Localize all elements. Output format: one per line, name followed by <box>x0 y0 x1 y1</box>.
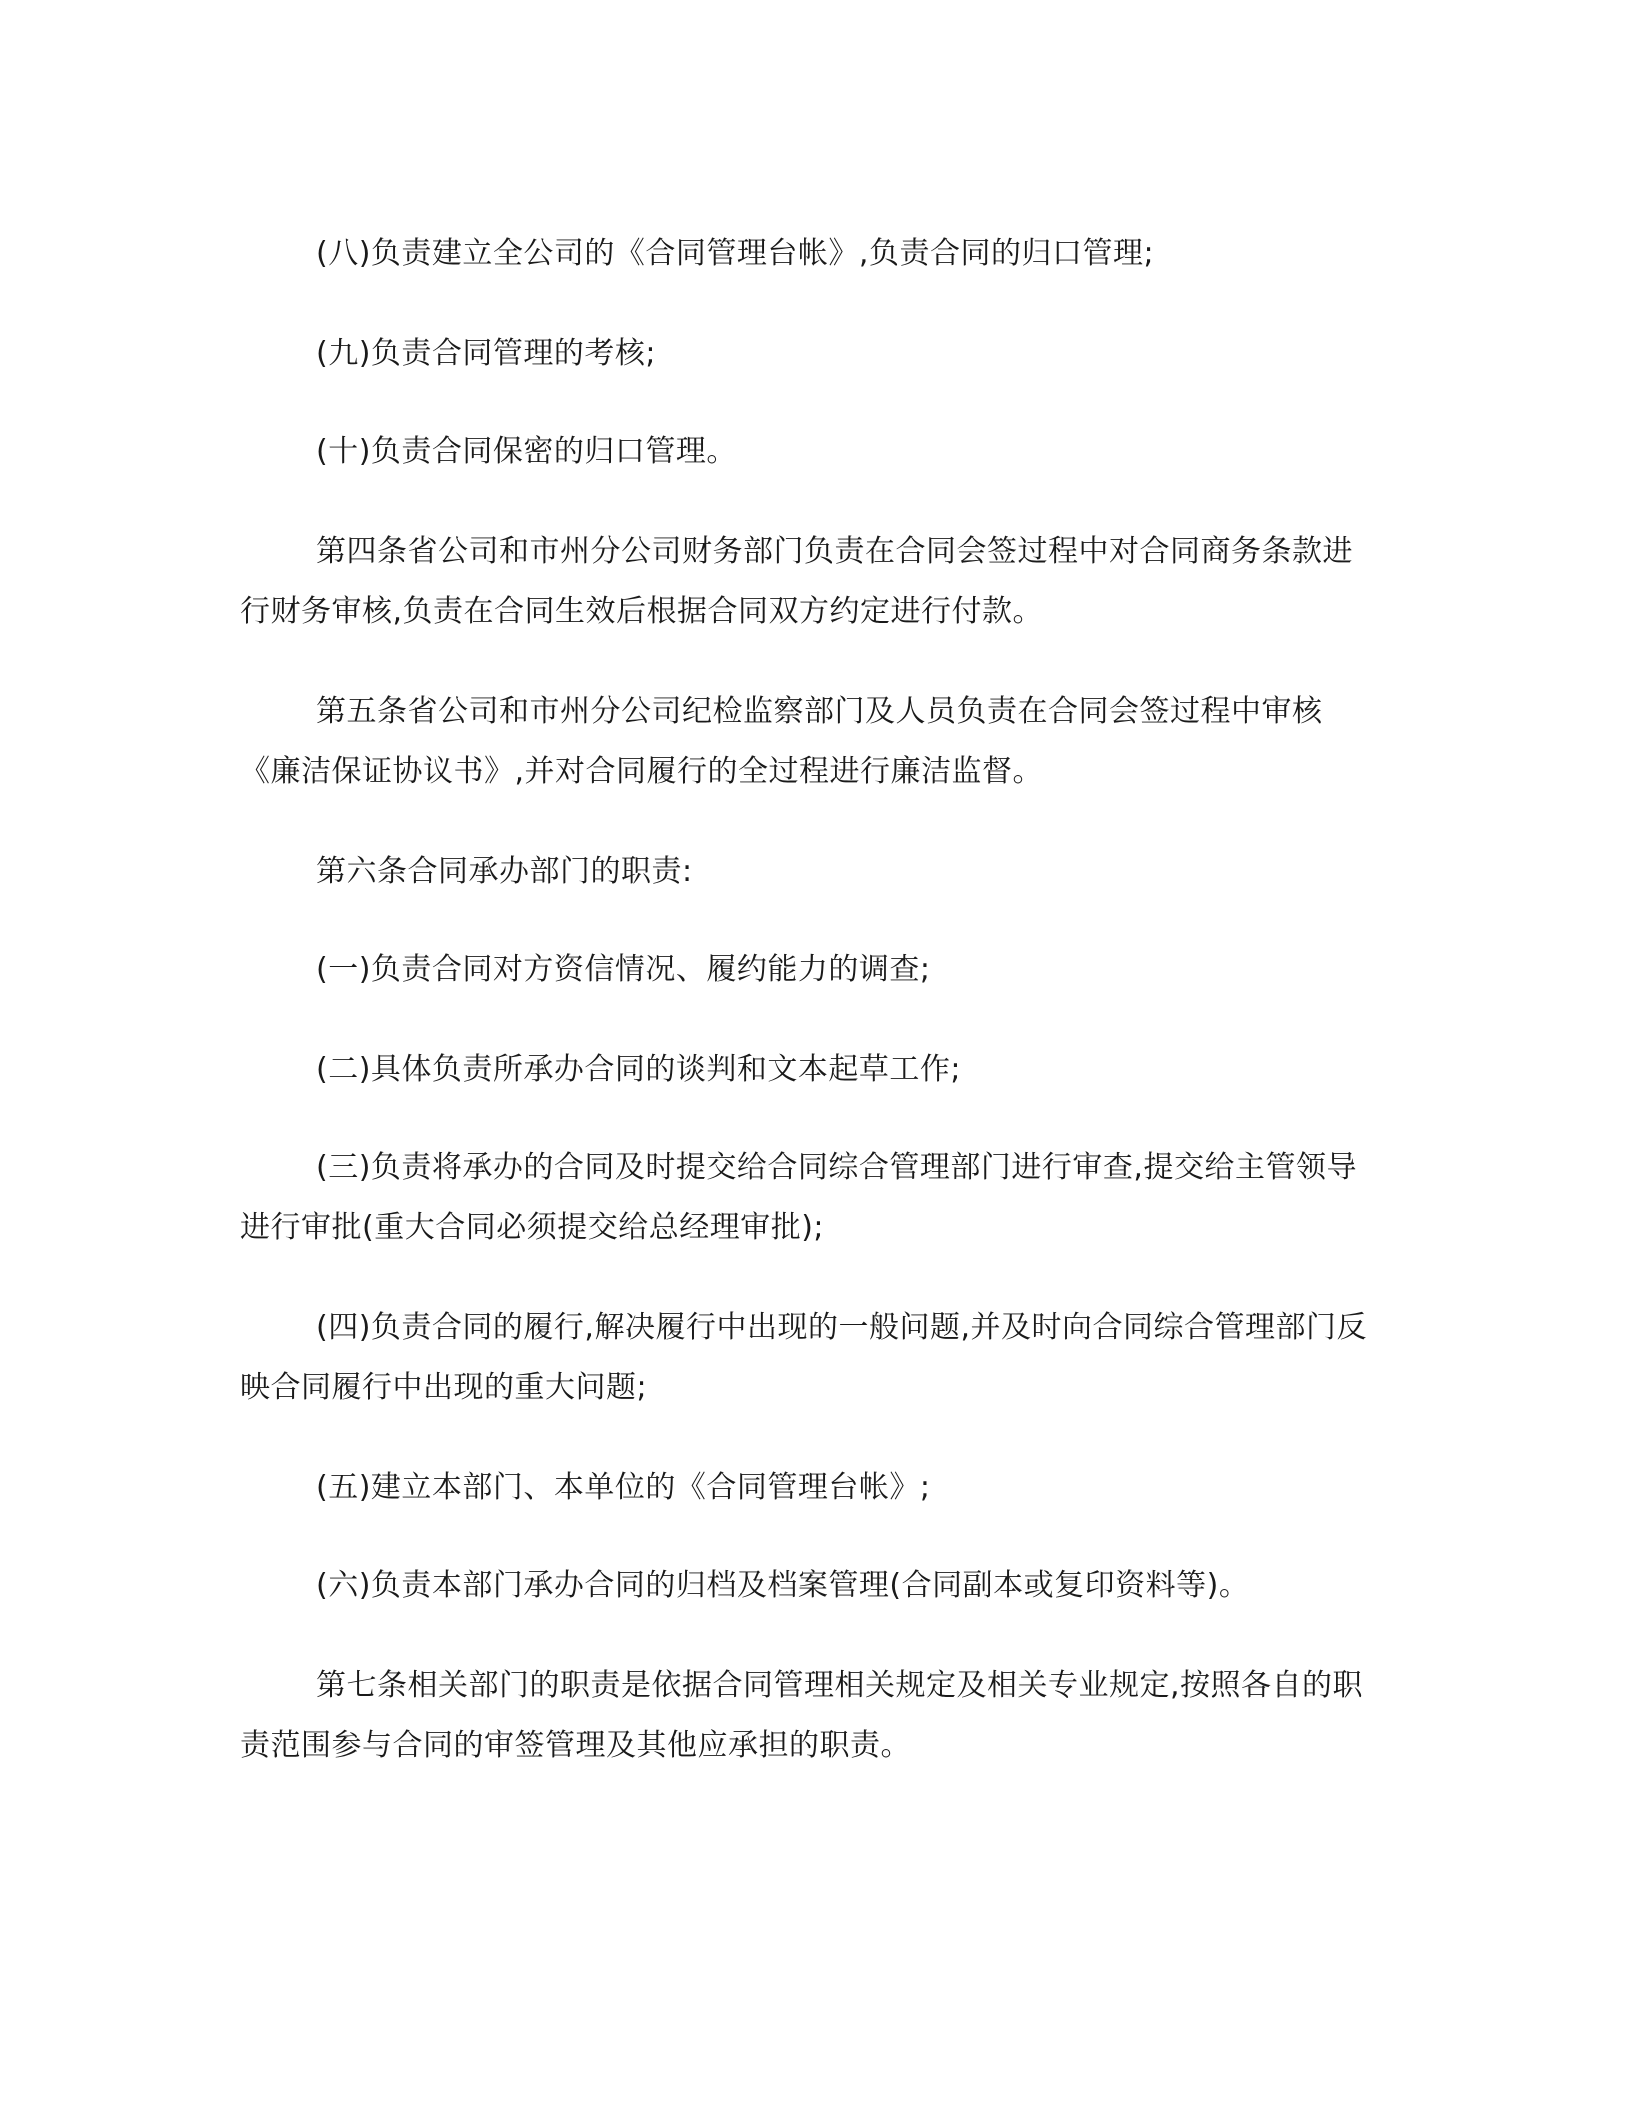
paragraph-article-5: 第五条省公司和市州分公司纪检监察部门及人员负责在合同会签过程中审核《廉洁保证协议书》,并对合同履行的全过程进行廉洁监督。 <box>240 694 1323 789</box>
paragraph-item-10: (十)负责合同保密的归口管理。 <box>316 434 737 469</box>
paragraph-duty-2: (二)具体负责所承办合同的谈判和文本起草工作; <box>316 1052 962 1087</box>
paragraph-duty-3: (三)负责将承办的合同及时提交给合同综合管理部门进行审查,提交给主管领导进行审批(重大合同必须提交给总经理审批); <box>240 1150 1357 1245</box>
paragraph-item-8: (八)负责建立全公司的《合同管理台帐》,负责合同的归口管理; <box>316 236 1155 271</box>
paragraph-duty-1: (一)负责合同对方资信情况、履约能力的调查; <box>316 952 931 987</box>
paragraph-article-6: 第六条合同承办部门的职责: <box>316 854 693 889</box>
paragraph-article-7: 第七条相关部门的职责是依据合同管理相关规定及相关专业规定,按照各自的职责范围参与合同的审签管理及其他应承担的职责。 <box>240 1668 1364 1763</box>
paragraph-item-9: (九)负责合同管理的考核; <box>316 336 657 371</box>
paragraph-duty-6: (六)负责本部门承办合同的归档及档案管理(合同副本或复印资料等)。 <box>316 1568 1250 1603</box>
paragraph-duty-4: (四)负责合同的履行,解决履行中出现的一般问题,并及时向合同综合管理部门反映合同履行中出现的重大问题; <box>240 1310 1367 1405</box>
paragraph-duty-5: (五)建立本部门、本单位的《合同管理台帐》; <box>316 1470 931 1505</box>
paragraph-article-4: 第四条省公司和市州分公司财务部门负责在合同会签过程中对合同商务条款进行财务审核,负责在合同生效后根据合同双方约定进行付款。 <box>240 534 1353 629</box>
